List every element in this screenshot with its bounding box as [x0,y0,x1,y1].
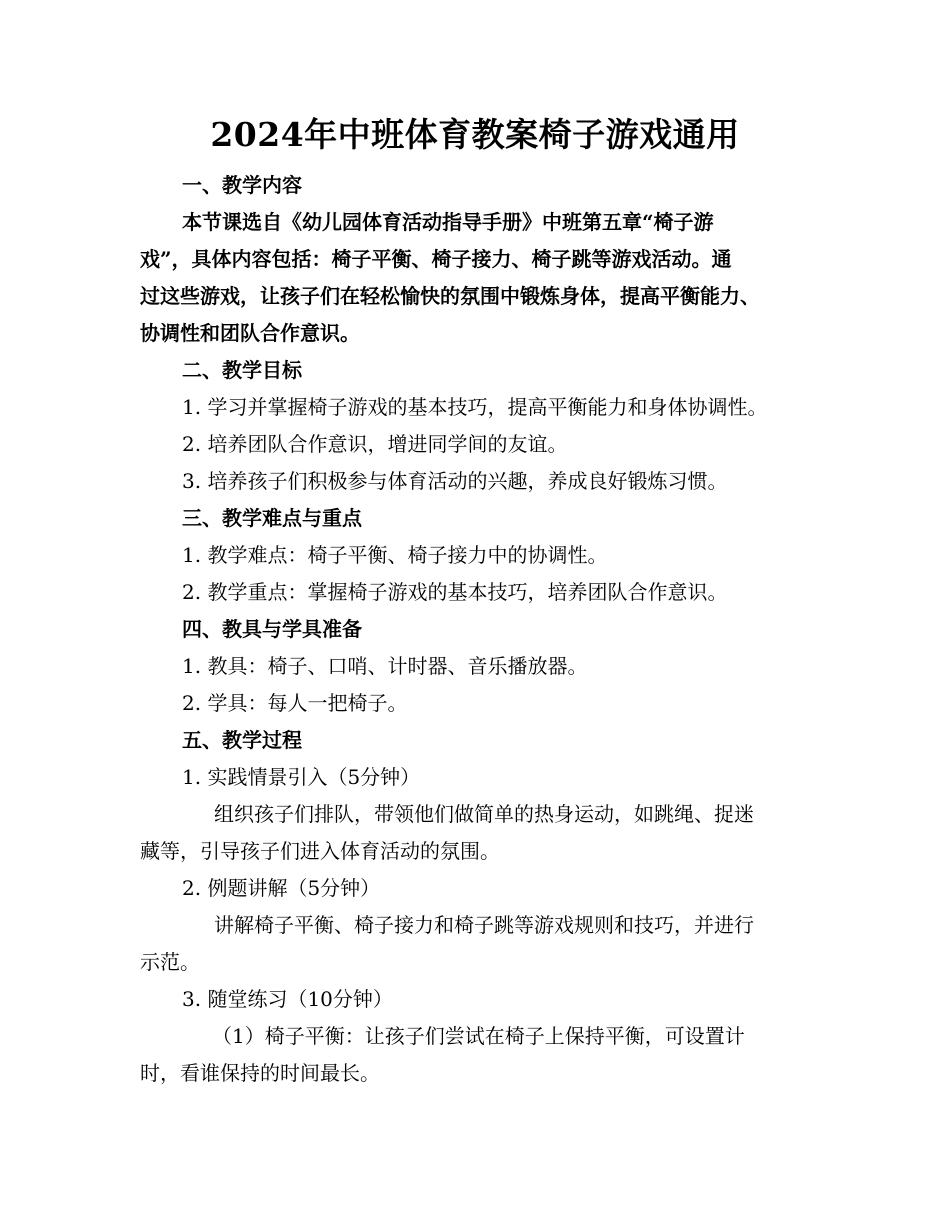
paragraph-line: 过这些游戏，让孩子们在轻松愉快的氛围中锻炼身体，提高平衡能力、 [140,284,760,308]
list-item: 3. 培养孩子们积极参与体育活动的兴趣，养成良好锻炼习惯。 [182,469,728,493]
process-step: 2. 例题讲解（5分钟） [182,876,381,900]
list-item: 1. 教具：椅子、口哨、计时器、音乐播放器。 [182,654,588,678]
paragraph-line: 协调性和团队合作意识。 [140,321,360,345]
paragraph-line: 讲解椅子平衡、椅子接力和椅子跳等游戏规则和技巧，并进行 [214,913,754,937]
section-heading-materials: 四、教具与学具准备 [182,617,362,641]
section-heading-process: 五、教学过程 [182,728,302,752]
document-title: 2024年中班体育教案椅子游戏通用 [210,115,740,154]
list-item: 2. 学具：每人一把椅子。 [182,691,408,715]
list-item: 2. 教学重点：掌握椅子游戏的基本技巧，培养团队合作意识。 [182,580,728,604]
paragraph-line: 本节课选自《幼儿园体育活动指导手册》中班第五章“椅子游 [182,210,714,234]
section-heading-content: 一、教学内容 [182,173,302,197]
paragraph-line: 戏”，具体内容包括：椅子平衡、椅子接力、椅子跳等游戏活动。通 [140,247,732,271]
list-item: 2. 培养团队合作意识，增进同学间的友谊。 [182,432,568,456]
paragraph-line: （1）椅子平衡：让孩子们尝试在椅子上保持平衡，可设置计 [212,1024,745,1048]
paragraph-line: 组织孩子们排队，带领他们做简单的热身运动，如跳绳、捉迷 [214,802,754,826]
paragraph-line: 示范。 [140,950,200,974]
process-step: 1. 实践情景引入（5分钟） [182,765,421,789]
paragraph-line: 藏等，引导孩子们进入体育活动的氛围。 [140,839,500,863]
list-item: 1. 教学难点：椅子平衡、椅子接力中的协调性。 [182,543,608,567]
section-heading-goals: 二、教学目标 [182,358,302,382]
list-item: 1. 学习并掌握椅子游戏的基本技巧，提高平衡能力和身体协调性。 [182,395,768,419]
process-step: 3. 随堂练习（10分钟） [182,987,393,1011]
section-heading-focus: 三、教学难点与重点 [182,506,362,530]
paragraph-line: 时，看谁保持的时间最长。 [140,1061,380,1085]
